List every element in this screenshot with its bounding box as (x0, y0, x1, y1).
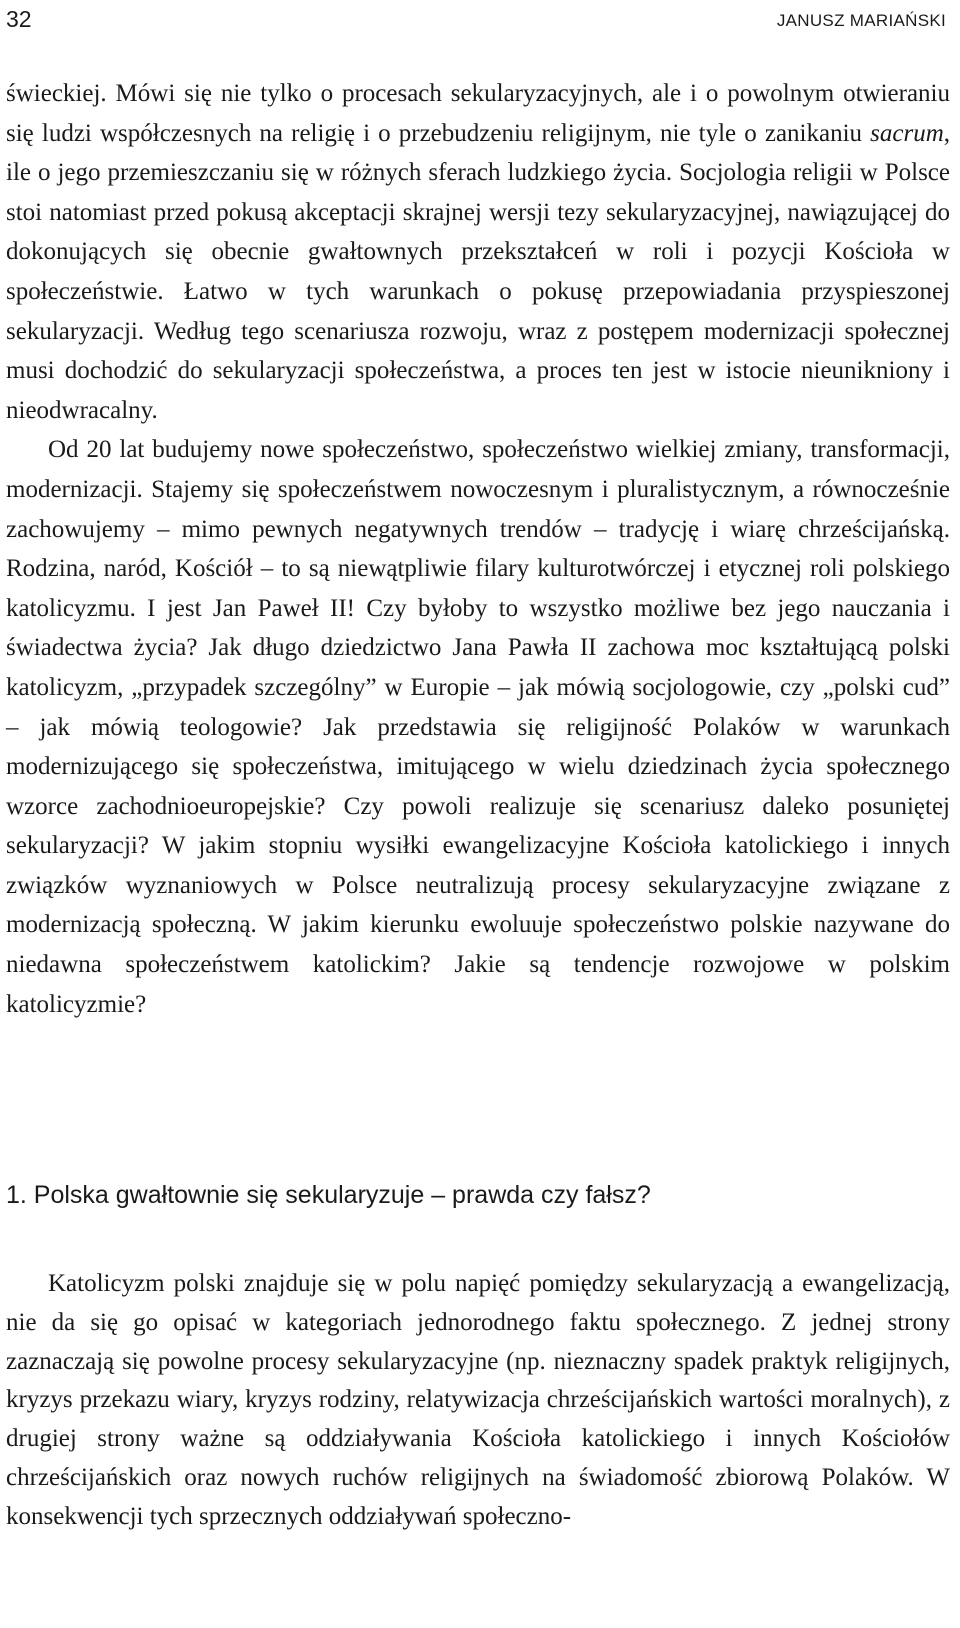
section-heading: 1. Polska gwałtownie się sekularyzuje – prawda czy fałsz? (6, 1181, 651, 1209)
paragraph-text-part: świeckiej. Mówi się nie tylko o procesach sekularyzacyjnych, ale i o powolnym otwieraniu się ludzi współczesnych na religię i o przebudzeniu religijnym, nie tyle o zanikaniu (6, 80, 950, 147)
page-number: 32 (6, 6, 32, 32)
paragraph-text-part: , ile o jego przemieszczaniu się w różnych sferach ludzkiego życia. Socjologia religii w Polsce stoi natomiast przed pokusą akceptacji skrajnej wersji tezy sekularyzacyjnej, nawiązującej do dokonujących się obecnie gwałtownych przekształceń w roli i pozycji Kościoła w społeczeństwie. Łatwo w tych warunkach o pokusę przepowiadania przyspieszonej sekularyzacji. Według tego scenariusza rozwoju, wraz z postępem modernizacji społecznej musi dochodzić do sekularyzacji społeczeństwa, a proces ten jest w istocie nieunikniony i nieodwracalny. (6, 119, 950, 424)
book-page (6, 0, 954, 1628)
running-header (6, 4, 954, 34)
italic-term: sacrum (870, 119, 944, 147)
running-head-author: JANUSZ MARIAŃSKI (776, 11, 946, 30)
section-body (6, 1265, 950, 1537)
body-text (6, 74, 950, 1024)
paragraph-continued (6, 74, 950, 430)
paragraph: Katolicyzm polski znajduje się w polu napięć pomiędzy sekularyzacją a ewangelizacją, nie da się go opisać w kategoriach jednorodnego faktu społecznego. Z jednej strony zaznaczają się powolne procesy sekularyzacyjne (np. nieznaczny spadek praktyk religijnych, kryzys przekazu wiary, kryzys rodziny, relatywizacja chrześcijańskich wartości moralnych), z drugiej strony ważne są oddziaływania Kościoła katolickiego i innych Kościołów chrześcijańskich oraz nowych ruchów religijnych na świadomość zbiorową Polaków. W konsekwencji tych sprzecznych oddziaływań społeczno- (6, 1270, 950, 1530)
paragraph: Od 20 lat budujemy nowe społeczeństwo, społeczeństwo wielkiej zmiany, transformacji, modernizacji. Stajemy się społeczeństwem nowoczesnym i pluralistycznym, a równocześnie zachowujemy – mimo pewnych negatywnych trendów – tradycję i wiarę chrześcijańską. Rodzina, naród, Kościół – to są niewątpliwie filary kulturotwórczej i etycznej roli polskiego katolicyzmu. I jest Jan Paweł II! Czy byłoby to wszystko możliwe bez jego nauczania i świadectwa życia? Jak długo dziedzictwo Jana Pawła II zachowa moc kształtującą polski katolicyzm, „przypadek szczególny” w Europie – jak mówią socjologowie, czy „polski cud” – jak mówią teologowie? Jak przedstawia się religijność Polaków w warunkach modernizującego się społeczeństwa, imitującego w wielu dziedzinach życia społecznego wzorce zachodnioeuropejskie? Czy powoli realizuje się scenariusz daleko posuniętej sekularyzacji? W jakim stopniu wysiłki ewangelizacyjne Kościoła katolickiego i innych związków wyznaniowych w Polsce neutralizują procesy sekularyzacyjne związane z modernizacją społeczną. W jakim kierunku ewoluuje społeczeństwo polskie nazywane do niedawna społeczeństwem katolickim? Jakie są tendencje rozwojowe w polskim katolicyzmie? (6, 436, 950, 1018)
